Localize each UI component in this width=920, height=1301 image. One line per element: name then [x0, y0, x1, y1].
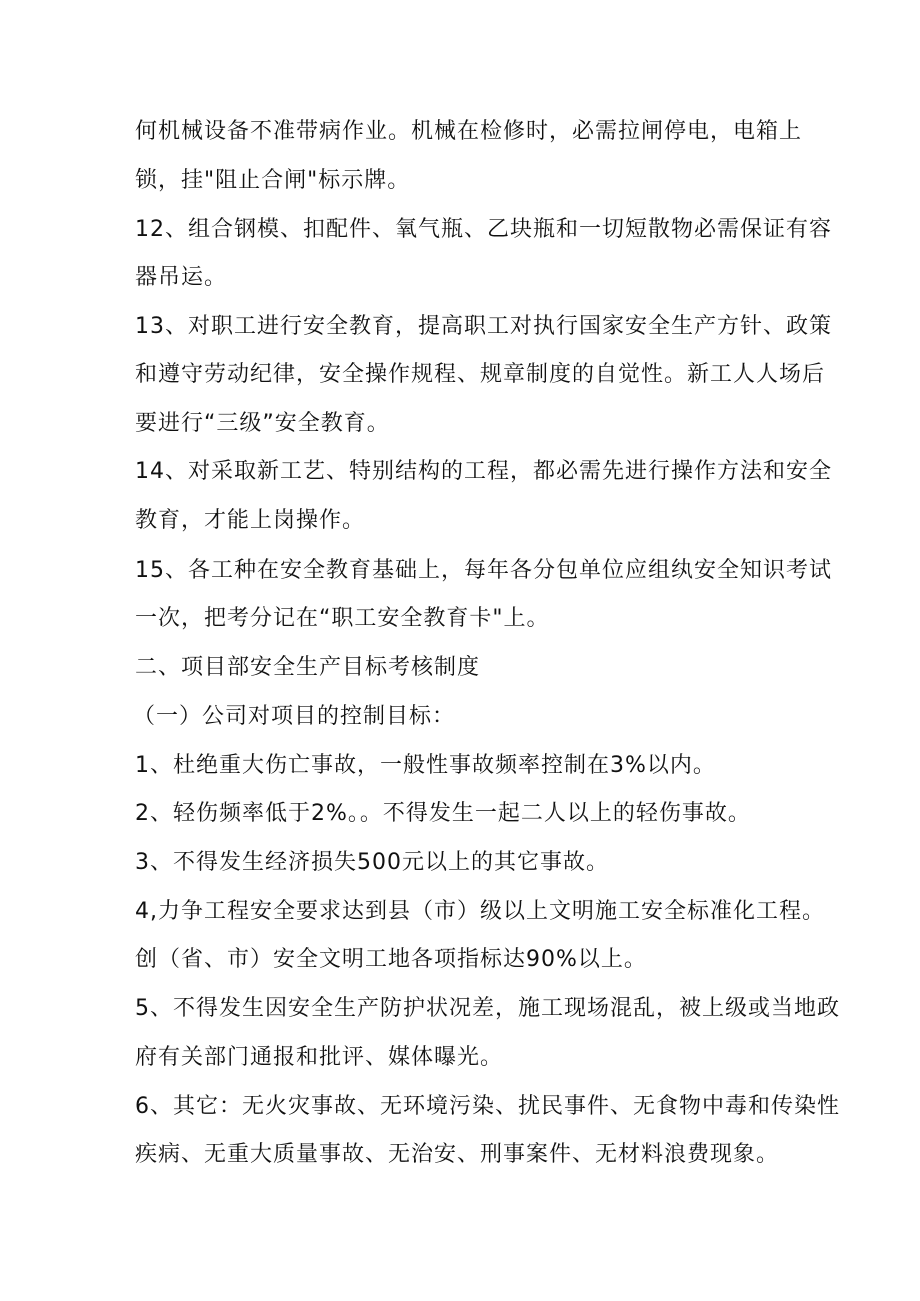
subsection-heading: （一）公司对项目的控制目标： — [133, 704, 456, 729]
text-line: 要进行“三级”安全教育。 — [135, 411, 390, 436]
text-line: 4,力争工程安全要求达到县（市）级以上文明施工安全标准化工程。 — [135, 899, 825, 924]
text-line: 器吊运。 — [135, 265, 228, 290]
section-heading: 二、项目部安全生产目标考核制度 — [135, 655, 481, 680]
text-line: 锁，挂"阻止合闸"标示牌。 — [135, 168, 411, 193]
text-line: 何机械设备不准带病作业。机械在检修时，必需拉闸停电，电箱上 — [135, 119, 803, 144]
text-line: 和遵守劳动纪律，安全操作规程、规章制度的自觉性。新工人人场后 — [135, 362, 826, 387]
text-line: 一次，把考分记在“职工安全教育卡"上。 — [135, 606, 550, 631]
text-line: 疾病、无重大质量事故、无治安、刑事案件、无材料浪费现象。 — [135, 1142, 780, 1167]
text-line: 3、不得发生经济损失500元以上的其它事故。 — [135, 850, 609, 875]
text-line: 14、对采取新工艺、特别结构的工程，都必需先进行操作方法和安全 — [135, 459, 832, 484]
text-line: 12、组合钢模、扣配件、氧气瓶、乙块瓶和一切短散物必需保证有容 — [135, 217, 832, 242]
text-line: 2、轻伤频率低于2%。。不得发生一起二人以上的轻伤事故。 — [135, 801, 751, 826]
text-line: 5、不得发生因安全生产防护状况差，施工现场混乱，被上级或当地政 — [135, 996, 840, 1021]
text-line: 创（省、市）安全文明工地各项指标达90%以上。 — [135, 947, 647, 972]
text-line: 府有关部门通报和批评、媒体曝光。 — [135, 1045, 504, 1070]
text-line: 6、其它：无火灾事故、无环境污染、扰民事件、无食物中毒和传染性 — [135, 1094, 840, 1119]
text-line: 13、对职工进行安全教育，提高职工对执行国家安全生产方针、政策 — [135, 314, 832, 339]
text-line: 15、各工种在安全教育基础上，每年各分包单位应组纨安全知识考试 — [135, 558, 832, 583]
text-line: 1、杜绝重大伤亡事故，一般性事故频率控制在3%以内。 — [135, 753, 716, 778]
text-line: 教育，才能上岗操作。 — [135, 508, 366, 533]
